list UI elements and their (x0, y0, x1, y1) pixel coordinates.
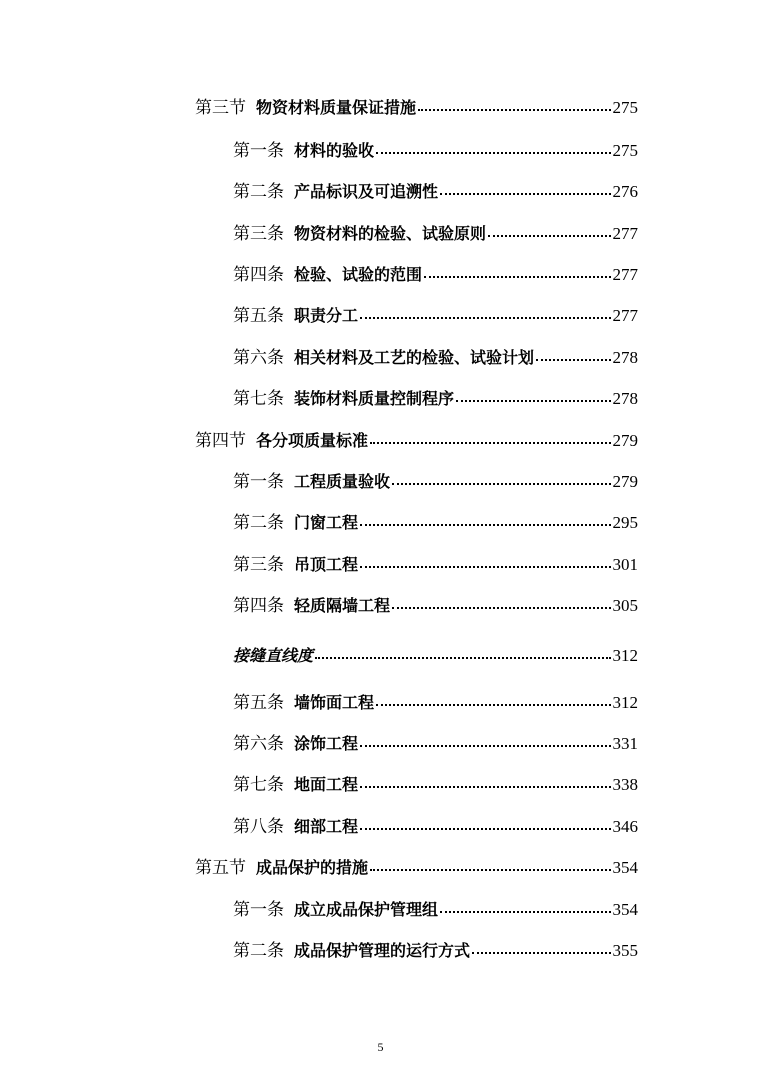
dot-leader (424, 275, 610, 278)
toc-entry-number: 第一条 (233, 141, 284, 161)
toc-entry[interactable] (233, 595, 638, 617)
dot-leader (536, 358, 610, 361)
toc-entry-page: 346 (612, 817, 638, 836)
toc-entry[interactable] (233, 774, 638, 796)
toc-entry-title: 涂饰工程 (294, 734, 359, 753)
toc-entry-number: 第四节 (195, 431, 246, 451)
toc-entry-page: 276 (612, 182, 638, 201)
toc-entry-title: 轻质隔墙工程 (294, 596, 391, 615)
dot-leader (360, 565, 610, 568)
dot-leader (315, 656, 610, 659)
dot-leader (376, 151, 610, 154)
dot-leader (392, 482, 610, 485)
toc-entry-number: 第三条 (233, 224, 284, 244)
toc-entry-number: 第四条 (233, 596, 284, 616)
toc-entry-title: 相关材料及工艺的检验、试验计划 (294, 348, 535, 367)
dot-leader (370, 441, 610, 444)
toc-entry[interactable] (195, 857, 638, 879)
toc-entry[interactable] (233, 305, 638, 327)
toc-entry[interactable] (233, 181, 638, 203)
toc-entry-page: 279 (612, 472, 638, 491)
dot-leader (488, 234, 610, 237)
toc-entry-title: 门窗工程 (294, 513, 359, 532)
toc-entry-title: 吊顶工程 (294, 555, 359, 574)
toc-entry[interactable] (233, 223, 638, 245)
toc-entry-number: 第一条 (233, 900, 284, 920)
dot-leader (360, 827, 610, 830)
toc-entry-number: 第四条 (233, 265, 284, 285)
toc-entry-page: 301 (612, 555, 638, 574)
toc-entry-title: 材料的验收 (294, 141, 375, 160)
toc-entry-title: 物资材料的检验、试验原则 (294, 224, 487, 243)
toc-entry[interactable] (233, 140, 638, 162)
toc-entry-page: 355 (612, 941, 638, 960)
toc-entry-page: 331 (612, 734, 638, 753)
toc-entry-number: 第五条 (233, 693, 284, 713)
toc-entry-number: 第七条 (233, 389, 284, 409)
toc-entry-title: 成立成品保护管理组 (294, 900, 439, 919)
toc-entry-page: 277 (612, 265, 638, 284)
dot-leader (418, 108, 610, 111)
toc-entry-title: 细部工程 (294, 817, 359, 836)
toc-entry-page: 312 (612, 693, 638, 712)
toc-entry-number: 第五节 (195, 858, 246, 878)
toc-entry[interactable] (233, 388, 638, 410)
dot-leader (392, 606, 610, 609)
dot-leader (360, 744, 610, 747)
dot-leader (370, 868, 610, 871)
toc-entry-title: 墙饰面工程 (294, 693, 375, 712)
toc-entry-page: 279 (612, 431, 638, 450)
toc-entry-title: 产品标识及可追溯性 (294, 182, 439, 201)
toc-entry-title: 地面工程 (294, 775, 359, 794)
toc-entry-title: 检验、试验的范围 (294, 265, 423, 284)
toc-entry[interactable] (195, 97, 638, 119)
dot-leader (456, 399, 610, 402)
dot-leader (440, 910, 610, 913)
toc-entry-title: 物资材料质量保证措施 (256, 98, 417, 117)
toc-entry-title: 成品保护的措施 (256, 858, 369, 877)
toc-entry-number: 第六条 (233, 734, 284, 754)
toc-entry-number: 第三条 (233, 555, 284, 575)
toc-entry[interactable] (233, 554, 638, 576)
toc-entry-title: 接缝直线度 (233, 646, 314, 665)
toc-entry[interactable] (233, 264, 638, 286)
toc-entry-page: 275 (612, 98, 638, 117)
toc-entry-page: 295 (612, 513, 638, 532)
toc-entry-number: 第二条 (233, 513, 284, 533)
toc-entry[interactable] (233, 816, 638, 838)
toc-entry-page: 278 (612, 389, 638, 408)
toc-entry-page: 278 (612, 348, 638, 367)
dot-leader (472, 951, 610, 954)
toc-entry[interactable] (233, 692, 638, 714)
toc-entry-number: 第七条 (233, 775, 284, 795)
toc-entry-number: 第二条 (233, 182, 284, 202)
toc-entry[interactable] (233, 940, 638, 962)
toc-entry-page: 277 (612, 306, 638, 325)
toc-entry-page: 354 (612, 900, 638, 919)
toc-entry[interactable] (233, 645, 638, 667)
toc-entry[interactable] (233, 347, 638, 369)
toc-entry-page: 312 (612, 646, 638, 665)
toc-entry-page: 275 (612, 141, 638, 160)
toc-entry-number: 第二条 (233, 941, 284, 961)
toc-entry[interactable] (233, 471, 638, 493)
dot-leader (360, 523, 610, 526)
toc-entry-title: 工程质量验收 (294, 472, 391, 491)
toc-entry[interactable] (233, 733, 638, 755)
toc-entry-number: 第三节 (195, 98, 246, 118)
toc-entry-number: 第五条 (233, 306, 284, 326)
toc-entry-number: 第六条 (233, 348, 284, 368)
dot-leader (360, 785, 610, 788)
toc-entry-page: 338 (612, 775, 638, 794)
toc-entry-title: 成品保护管理的运行方式 (294, 941, 471, 960)
toc-entry-title: 职责分工 (294, 306, 359, 325)
toc-entry[interactable] (233, 899, 638, 921)
toc-entry-title: 装饰材料质量控制程序 (294, 389, 455, 408)
toc-entry-page: 354 (612, 858, 638, 877)
toc-entry-number: 第一条 (233, 472, 284, 492)
toc-entry-page: 277 (612, 224, 638, 243)
dot-leader (440, 192, 610, 195)
page-number: 5 (377, 1040, 384, 1054)
toc-entry-title: 各分项质量标准 (256, 431, 369, 450)
dot-leader (376, 703, 610, 706)
toc-entry[interactable] (233, 512, 638, 534)
toc-entry-number: 第八条 (233, 817, 284, 837)
toc-entry[interactable] (195, 430, 638, 452)
toc-entry-page: 305 (612, 596, 638, 615)
dot-leader (360, 316, 610, 319)
